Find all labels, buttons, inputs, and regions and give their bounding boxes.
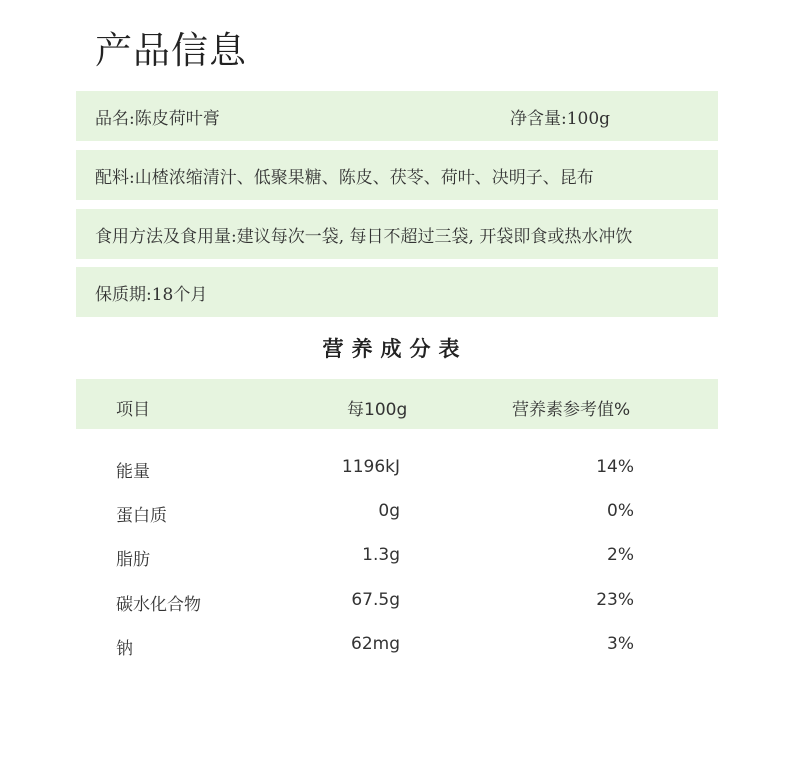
page-title: 产品信息 <box>95 29 247 72</box>
product-name-row <box>76 91 718 141</box>
header-item: 项目 <box>116 400 150 420</box>
net-content: 净含量:100g <box>510 108 611 129</box>
nutrient-name: 钠 <box>116 639 133 659</box>
nutrient-amount: 1.3g <box>362 545 400 565</box>
nutrient-name: 脂肪 <box>116 550 150 570</box>
nutrient-name: 碳水化合物 <box>116 595 201 615</box>
ingredients-row <box>76 150 718 200</box>
shelf-life-row <box>76 267 718 317</box>
product-name: 品名:陈皮荷叶膏 <box>95 108 220 129</box>
usage-row <box>76 209 718 259</box>
ingredients: 配料:山楂浓缩清汁、低聚果糖、陈皮、茯苓、荷叶、决明子、昆布 <box>95 167 594 188</box>
usage: 食用方法及食用量:建议每次一袋, 每日不超过三袋, 开袋即食或热水冲饮 <box>95 226 633 247</box>
nutrient-nrv: 23% <box>596 590 634 610</box>
shelf-life: 保质期:18个月 <box>95 284 208 305</box>
nutrient-nrv: 0% <box>607 501 634 521</box>
header-per-100g: 每100g <box>347 400 408 420</box>
header-nrv: 营养素参考值% <box>512 400 631 420</box>
nutrient-amount: 67.5g <box>351 590 400 610</box>
nutrient-name: 蛋白质 <box>116 506 167 526</box>
nutrient-nrv: 2% <box>607 545 634 565</box>
nutrient-name: 能量 <box>116 462 150 482</box>
nutrient-nrv: 14% <box>596 457 634 477</box>
nutrient-amount: 62mg <box>351 634 400 654</box>
nutrient-amount: 0g <box>378 501 400 521</box>
nutrient-amount: 1196kJ <box>341 457 400 477</box>
nutrient-nrv: 3% <box>607 634 634 654</box>
nutrition-title: 营养成分表 <box>322 337 468 361</box>
